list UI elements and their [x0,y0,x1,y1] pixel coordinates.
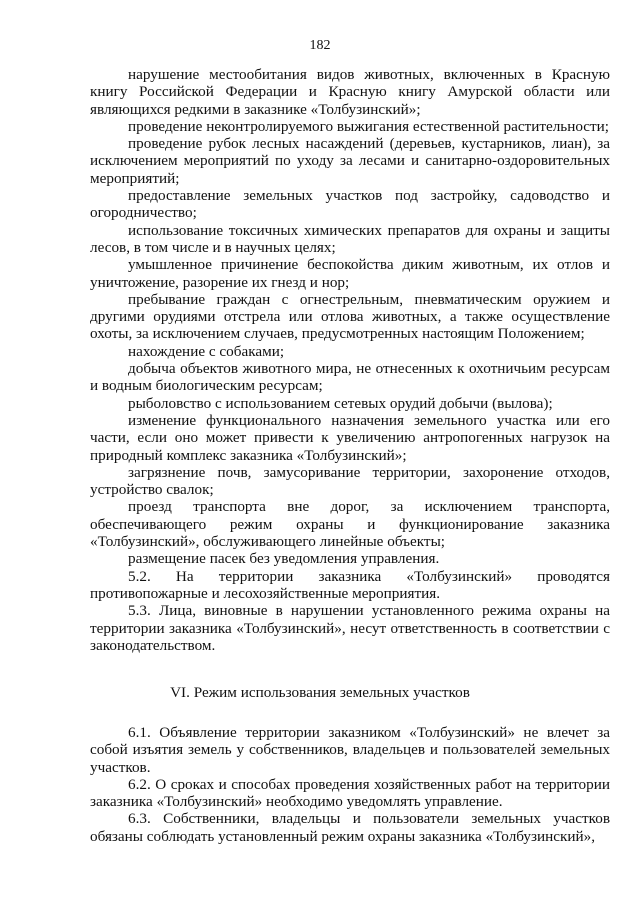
page-number: 182 [309,38,331,53]
paragraph: изменение функционального назначения земельного участка или его части, если оно может привести к увеличению антропогенных нагрузок на природный комплекс заказника «Толбузинский»; [90,411,610,464]
prohibitions-text [90,66,610,654]
paragraph: нарушение местообитания видов животных, включенных в Красную книгу Российской Федерации и Красную книгу Амурской области или являющихся редкими в заказнике «Толбузинский»; [90,66,610,118]
paragraph: добыча объектов животного мира, не отнесенных к охотничьим ресурсам и водным биологическим ресурсам; [90,360,610,395]
paragraph: проезд транспорта вне дорог, за исключением транспорта, обеспечивающего режим охраны и функционирование заказника «Толбузинский», обслуживающего линейные объекты; [90,498,610,551]
paragraph: 5.3. Лица, виновные в нарушении установленного режима охраны на территории заказника «Толбузинский», несут ответственность в соответствии с законодательством. [90,602,610,654]
paragraph: размещение пасек без уведомления управления. [128,550,440,568]
paragraph: нахождение с собаками; [128,342,285,360]
paragraph: загрязнение почв, замусоривание территории, захоронение отходов, устройство свалок; [90,463,610,499]
paragraph: предоставление земельных участков под застройку, садоводство и огородничество; [90,187,610,222]
land-use-text [90,724,610,845]
paragraph: пребывание граждан с огнестрельным, пневматическим оружием и другими орудиями отстрела или отлова животных, а также осуществление охоты, за исключением случаев, предусмотренных настоящим Положением; [90,290,610,343]
paragraph: 6.3. Собственники, владельцы и пользователи земельных участков обязаны соблюдать установленный режим охраны заказника «Толбузинский», [90,810,610,845]
section-heading: VI. Режим использования земельных участков [170,684,470,701]
paragraph: проведение рубок лесных насаждений (деревьев, кустарников, лиан), за исключением мероприятий по уходу за лесами и санитарно-оздоровительных мероприятий; [90,135,610,187]
paragraph: 6.1. Объявление территории заказником «Толбузинский» не влечет за собой изъятия земель у собственников, владельцев и пользователей земельных участков. [90,724,610,776]
paragraph: 5.2. На территории заказника «Толбузинский» проводятся противопожарные и лесохозяйственные мероприятия. [90,567,610,602]
paragraph: рыболовство с использованием сетевых орудий добычи (вылова); [128,394,553,412]
paragraph: использование токсичных химических препаратов для охраны и защиты лесов, в том числе и в научных целях; [90,221,610,256]
paragraph: проведение неконтролируемого выжигания естественной растительности; [128,117,610,135]
paragraph: умышленное причинение беспокойства диким животным, их отлов и уничтожение, разорение их гнезд и нор; [90,256,610,291]
paragraph: 6.2. О сроках и способах проведения хозяйственных работ на территории заказника «Толбузинский» необходимо уведомлять управление. [90,775,610,811]
